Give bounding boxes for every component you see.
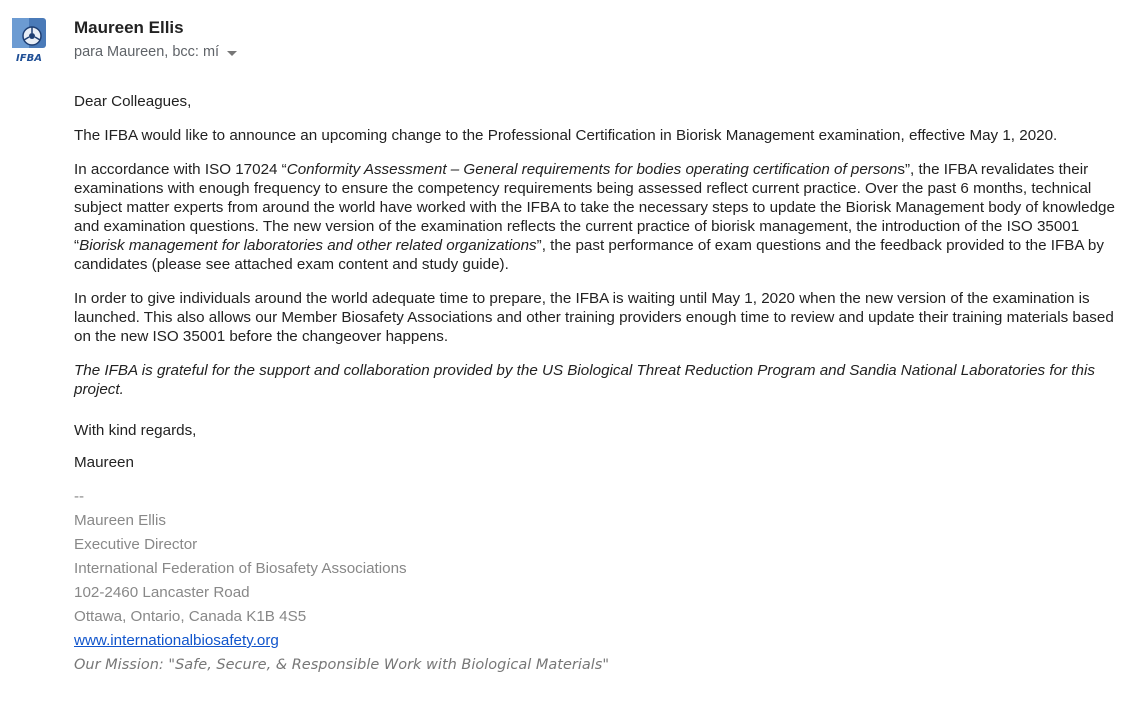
closing: With kind regards, (74, 422, 197, 439)
sender-avatar[interactable] (10, 16, 48, 66)
paragraph-2-a: In accordance with ISO 17024 “ (74, 161, 287, 178)
greeting: Dear Colleagues, (74, 93, 192, 110)
signature-name: Maureen Ellis (74, 512, 167, 529)
svg-text:IFBA: IFBA (16, 53, 42, 64)
signature-address-2: Ottawa, Ontario, Canada K1B 4S5 (74, 608, 307, 625)
paragraph-4 (74, 361, 1124, 399)
website-link[interactable]: www.internationalbiosafety.org (74, 632, 279, 649)
paragraph-2-c: s”, the IFBA revalidates their examinations with enough frequency to ensure the competency requirements being assessed reflect current practice. Over the past 6 months, technical subject matter experts from around the world have worked with the IFBA to take the necessary steps to update the Biorisk Management body of knowledge and examination questions. The new version of the examination reflects the current practice of biorisk management, the introduction of the ISO 35001 “ (74, 161, 1115, 254)
sender-name[interactable]: Maureen Ellis (74, 18, 184, 37)
ifba-logo-icon (10, 16, 48, 66)
paragraph-2 (74, 160, 1124, 274)
signature-org: International Federation of Biosafety Associations (74, 560, 407, 577)
iso35001-title: Biorisk management for laboratories and other related organizations (79, 237, 537, 254)
sign-name: Maureen (74, 454, 134, 471)
mission-statement: Our Mission: "Safe, Secure, & Responsible Work with Biological Materials" (74, 657, 610, 673)
paragraph-1: The IFBA would like to announce an upcoming change to the Professional Certification in Biorisk Management examination, effective May 1, 2020. (74, 127, 1058, 144)
recipients-label: para Maureen, bcc: mí (74, 44, 220, 60)
recipients-toggle[interactable] (74, 44, 237, 60)
message-body (74, 92, 1124, 677)
paragraph-3: In order to give individuals around the world adequate time to prepare, the IFBA is waiting until May 1, 2020 when the new version of the examination is launched. This also allows our Member Biosafety Associations and other training providers enough time to review and update their training materials based on the new ISO 35001 before the changeover happens. (74, 290, 1114, 345)
signature-block (74, 485, 1124, 677)
signature-title: Executive Director (74, 536, 198, 553)
signature-separator: -- (74, 488, 85, 505)
chevron-down-icon[interactable] (227, 51, 237, 56)
iso17024-title: Conformity Assessment – General requirements for bodies operating certification of person (286, 161, 898, 178)
paragraph-2-e: ”, the past performance of exam questions and the feedback provided to the IFBA by candidates (please see attached exam content and study guide). (74, 237, 1104, 273)
acknowledgement: The IFBA is grateful for the support and collaboration provided by the US Biological Threat Reduction Program and Sandia National Laboratories for this project. (74, 362, 1095, 398)
signature-address-1: 102-2460 Lancaster Road (74, 584, 250, 601)
